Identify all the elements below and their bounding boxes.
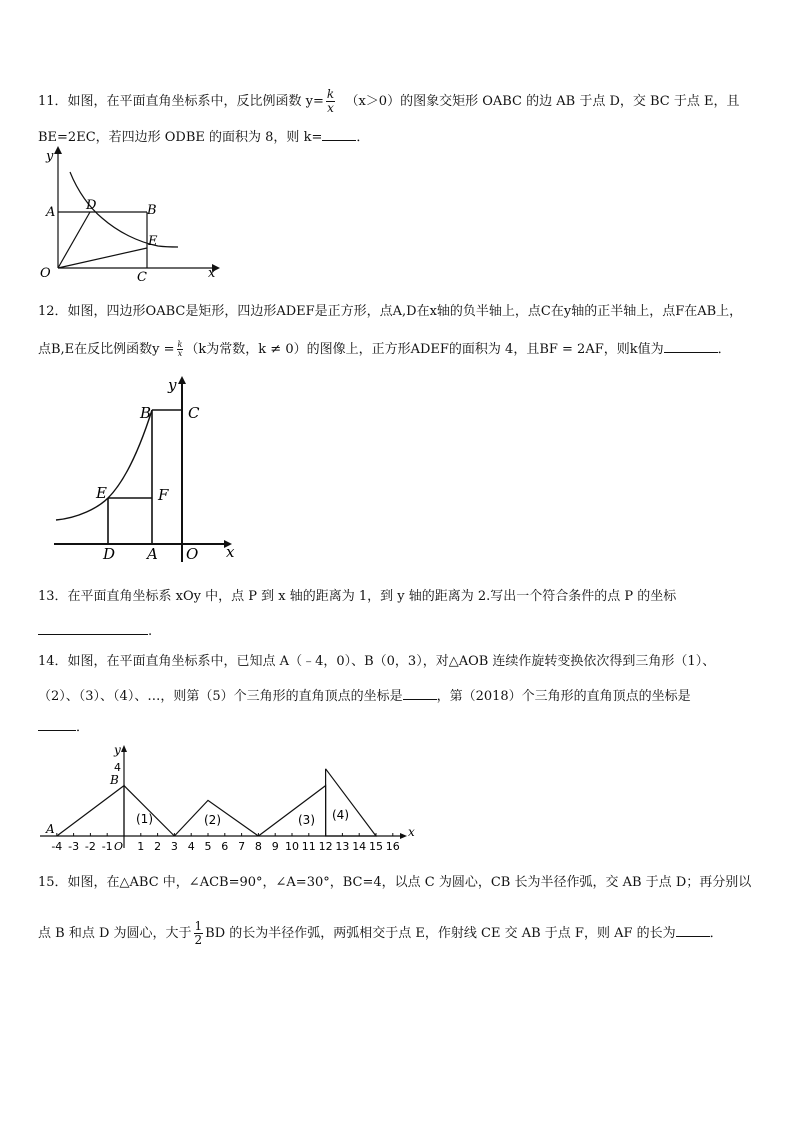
q14-tick-label: 16 [385,840,400,853]
q14-period: ． [76,720,90,735]
q12-label-F: F [158,486,169,504]
q11-label-B: B [147,203,157,218]
q12-text-a: 点B,E在反比例函数y = [38,342,175,357]
q14-tick-label: -2 [84,840,96,853]
q14-label-B: B [110,773,119,787]
q14-line1: 14．如图，在平面直角坐标系中，已知点 A（﹣4，0）、B（0，3），对△AOB 连续作旋转变换依次得到三角形（1）、 [38,654,716,669]
q12-label-x: x [226,543,235,561]
q14-line2 [38,687,691,705]
q12-period: ． [717,342,731,357]
q14-tick-label: -3 [68,840,80,853]
q11-label-y: y [46,149,54,164]
q14-tick-label: 10 [285,840,299,853]
q15-fraction [194,920,204,947]
q12-figure [48,374,248,564]
q15-answer-blank [676,924,710,937]
q14-tri-label-2: (2) [204,813,221,827]
q14-tri-label-4: (4) [332,808,349,822]
q14-tick-label: 3 [170,840,178,853]
q14-line3 [38,718,89,736]
q14-label-A: A [46,822,55,836]
q11-label-D: D [86,198,97,213]
q14-tick-label: 1 [137,840,145,853]
q14-label-O: O [114,840,124,853]
q11-figure [30,146,230,286]
q13-period: . [148,624,153,639]
q14-tick-label: 8 [254,840,262,853]
q14-tick-label: 7 [238,840,246,853]
q14-tick-label: 14 [352,840,367,853]
q14-tick-label: 13 [335,840,350,853]
q11-answer-blank [322,128,356,141]
q15-line2 [38,920,723,947]
q14-tick-label: 9 [271,840,279,853]
q11-frac-num: k [326,87,335,101]
q12-answer-blank [664,340,718,353]
q12-label-B: B [140,404,152,422]
q14-tick-label: 2 [154,840,162,853]
q11-line1 [38,88,740,115]
q15-text-a: 点 B 和点 D 为圆心，大于 [38,926,192,941]
q14-label-y: y [114,743,121,757]
q14-text-a: （2）、（3）、（4）、…，则第（5）个三角形的直角顶点的坐标是 [38,689,403,704]
q14-label-x: x [408,825,415,839]
q11-label-O: O [40,266,51,281]
q13-line1: 13．在平面直角坐标系 xOy 中，点 P 到 x 轴的距离为 1，到 y 轴的距离为 2.写出一个符合条件的点 P 的坐标 [38,589,677,604]
q12-label-O: O [186,545,199,563]
q12-fraction [177,341,184,358]
q14-tick-label: 15 [369,840,383,853]
q12-frac-den: x [177,349,183,358]
q11-line2 [38,128,369,146]
q11-text-c: BE=2EC，若四边形 ODBE 的面积为 8，则 k= [38,130,323,145]
q11-label-x: x [208,266,216,281]
q14-tick-label: -4 [51,840,63,853]
q12-label-D: D [103,545,116,563]
q11-period: ． [356,130,370,145]
q14-tick-label: -1 [101,840,113,853]
q14-answer-blank-2 [38,718,76,731]
q12-label-A: A [147,545,158,563]
q12-text-b: （k为常数，k ≠ 0）的图像上，正方形ADEF的面积为 4，且BF = 2AF，则k值为 [185,342,664,357]
q11-text-a: 11．如图，在平面直角坐标系中，反比例函数 y= [38,94,324,109]
q12-line2 [38,340,731,358]
q15-frac-den: 2 [194,933,203,947]
q14-tick-label: 4 [187,840,195,853]
q14-answer-blank-1 [403,687,437,700]
q14-tri-label-1: (1) [136,812,153,826]
q13-line2 [38,622,152,640]
q14-label-4: 4 [114,761,121,774]
q15-frac-num: 1 [194,919,203,933]
q15-period: ． [709,926,723,941]
q12-label-y: y [168,376,177,394]
q14-tick-label: 12 [318,840,333,853]
q14-text-b: ，第（2018）个三角形的直角顶点的坐标是 [436,689,691,704]
q11-label-C: C [137,270,147,285]
q15-text-b: BD 的长为半径作弧，两弧相交于点 E，作射线 CE 交 AB 于点 F，则 AF 的长为 [205,926,676,941]
q12-frac-num: k [177,340,183,349]
q14-tick-label: 11 [301,840,316,853]
q13-answer-blank [38,622,148,635]
q11-label-E: E [148,234,158,249]
q14-tri-label-3: (3) [298,813,315,827]
q12-label-E: E [96,484,107,502]
q12-label-C: C [188,404,200,422]
q15-line1: 15．如图，在△ABC 中，∠ACB=90°，∠A=30°，BC=4，以点 C 为圆心，CB 长为半径作弧，交 AB 于点 D；再分别以 [38,875,752,890]
q11-fraction [326,88,335,115]
q11-text-b: （x＞0）的图象交矩形 OABC 的边 AB 于点 D，交 BC 于点 E，且 [345,94,740,109]
q11-label-A: A [46,205,56,220]
q12-line1: 12．如图，四边形OABC是矩形，四边形ADEF是正方形，点A,D在x轴的负半轴上，点C在y轴的正半轴上，点F在AB上， [38,304,743,319]
q14-tick-label: 5 [204,840,212,853]
q14-figure [36,744,416,856]
q14-tick-label: 6 [221,840,229,853]
q11-frac-den: x [327,101,334,115]
